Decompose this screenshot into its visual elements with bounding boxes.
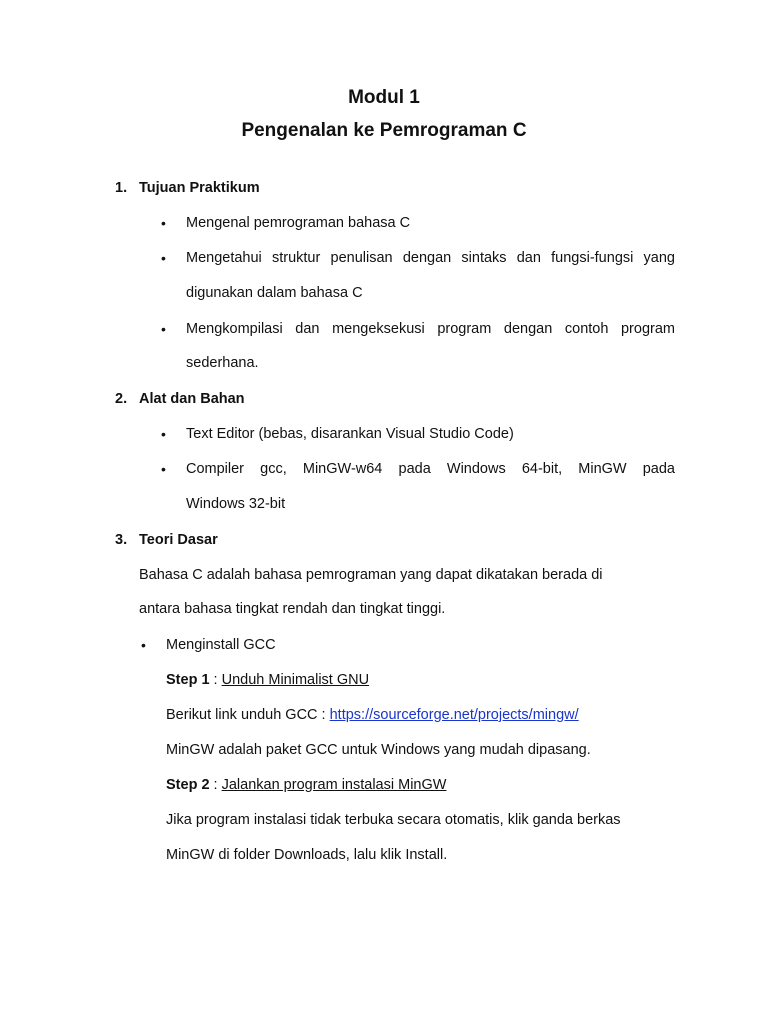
section-number: 1. (115, 180, 128, 196)
bullet-icon: • (161, 461, 166, 477)
document-subtitle: Pengenalan ke Pemrograman C (241, 120, 527, 141)
section-heading: Tujuan Praktikum (139, 180, 260, 196)
download-prefix: Berikut link unduh GCC : (166, 707, 330, 723)
step-2 (166, 775, 446, 795)
mingw-download-link[interactable]: https://sourceforge.net/projects/mingw/ (329, 707, 579, 723)
list-item-text: Mengenal pemrograman bahasa C (186, 215, 411, 231)
bullet-icon: • (161, 321, 166, 337)
document-title: Modul 1 (348, 87, 420, 108)
section-number: 2. (115, 391, 128, 407)
list-item-text: sederhana. (186, 355, 259, 371)
step-label: Step 2 (166, 777, 210, 793)
bullet-icon: • (161, 426, 166, 442)
install-note: Jika program instalasi tidak terbuka secara otomatis, klik ganda berkas (166, 812, 621, 828)
step-separator: : (209, 777, 222, 793)
section-heading: Alat dan Bahan (139, 391, 245, 407)
bullet-icon: • (161, 215, 166, 231)
list-item-text: Mengetahui struktur penulisan dengan sintaks dan fungsi-fungsi yang (186, 250, 675, 266)
bullet-icon: • (141, 637, 146, 653)
step-1 (166, 670, 369, 690)
section-number: 3. (115, 532, 128, 548)
step-title: Jalankan program instalasi MinGW (221, 777, 447, 793)
step-separator: : (209, 672, 222, 688)
list-item-text: digunakan dalam bahasa C (186, 285, 363, 301)
section-heading: Teori Dasar (139, 532, 218, 548)
list-item-text: Mengkompilasi dan mengeksekusi program dengan contoh program (186, 321, 675, 337)
paragraph-text: Bahasa C adalah bahasa pemrograman yang dapat dikatakan berada di (139, 567, 603, 583)
paragraph-text: antara bahasa tingkat rendah dan tingkat tinggi. (139, 601, 446, 617)
download-line (166, 705, 579, 725)
list-item-text: Windows 32-bit (186, 496, 286, 512)
install-note: MinGW di folder Downloads, lalu klik Install. (166, 847, 448, 863)
mingw-description: MinGW adalah paket GCC untuk Windows yang mudah dipasang. (166, 742, 591, 758)
list-item-text: Compiler gcc, MinGW-w64 pada Windows 64-bit, MinGW pada (186, 461, 675, 477)
list-item-text: Menginstall GCC (166, 637, 276, 653)
step-label: Step 1 (166, 672, 210, 688)
step-title: Unduh Minimalist GNU (221, 672, 370, 688)
bullet-icon: • (161, 250, 166, 266)
list-item-text: Text Editor (bebas, disarankan Visual Studio Code) (186, 426, 514, 442)
